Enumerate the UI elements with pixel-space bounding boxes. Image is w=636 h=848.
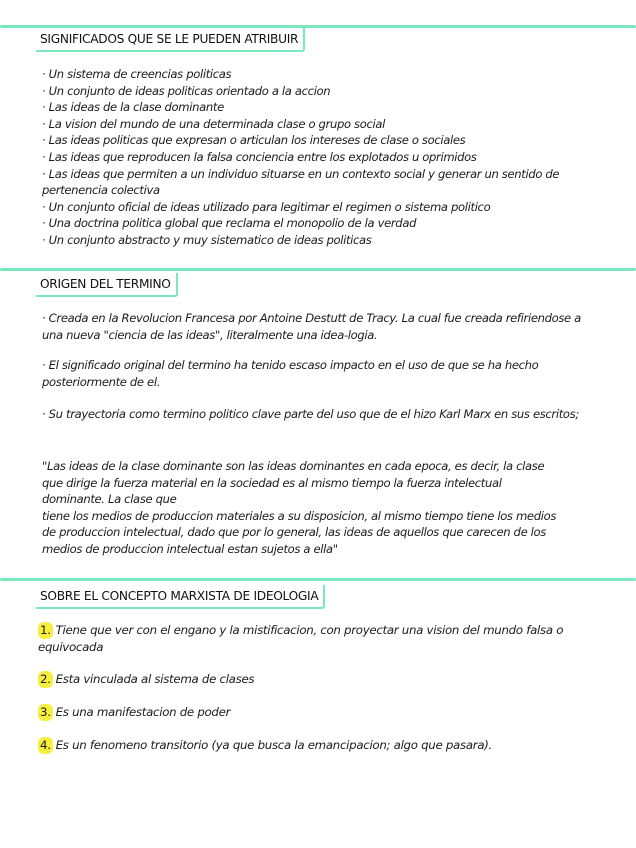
- list-item: · Las ideas que reproducen la falsa conciencia entre los explotados u oprimidos: [42, 149, 477, 164]
- list-item: · Un conjunto de ideas politicas orientado a la accion: [42, 83, 331, 98]
- significados-list: [42, 66, 602, 249]
- origen-paragraph-1: · Creada en la Revolucion Francesa por Antoine Destutt de Tracy. La cual fue creada refiriendose a una nueva "ciencia de las ideas", literalmente una idea-logia.: [42, 311, 581, 342]
- list-item: · La vision del mundo de una determinada clase o grupo social: [42, 116, 385, 131]
- section-divider-bottom: [0, 578, 636, 581]
- list-item: · Las ideas de la clase dominante: [42, 100, 224, 115]
- numbered-item-3: [38, 704, 598, 721]
- list-item: · Un conjunto oficial de ideas utilizado para legitimar el regimen o sistema politico: [42, 199, 491, 214]
- list-item: · Una doctrina politica global que reclama el monopolio de la verdad: [42, 216, 417, 231]
- quote-part-2: tiene los medios de produccion materiales a su disposicion, al mismo tiempo tiene los medios de produccion intelectual, dado que por lo general, las ideas de aquellos que carecen de los medios de produccion intelectual estan sujetos a ella": [42, 508, 557, 556]
- section-title-origen: ORIGEN DEL TERMINO: [36, 273, 178, 297]
- numbered-item-2: [38, 671, 598, 688]
- number-badge: 1.: [40, 623, 51, 637]
- numbered-item-text: Es un fenomeno transitorio (ya que busca la emancipacion; algo que pasara).: [55, 738, 492, 752]
- quote-part-1: "Las ideas de la clase dominante son las ideas dominantes en cada epoca, es decir, la clase que dirige la fuerza material en la sociedad es al mismo tiempo la fuerza intelectual dominante. La clase que: [42, 459, 545, 507]
- section-title-significados: SIGNIFICADOS QUE SE LE PUEDEN ATRIBUIR: [36, 28, 305, 52]
- numbered-item-4: [38, 737, 598, 754]
- list-item: · Un conjunto abstracto y muy sistematico de ideas politicas: [42, 232, 372, 247]
- list-item: · Las ideas politicas que expresan o articulan los intereses de clase o sociales: [42, 133, 466, 148]
- section-title-concepto-marxista: SOBRE EL CONCEPTO MARXISTA DE IDEOLOGIA: [36, 585, 325, 609]
- numbered-item-text: Tiene que ver con el engano y la mistificacion, con proyectar una vision del mundo falsa o equivocada: [38, 623, 564, 654]
- number-badge: 4.: [40, 738, 51, 752]
- origen-paragraph-2: · El significado original del termino ha tenido escaso impacto en el uso de que se ha hecho posteriormente de el.: [42, 358, 539, 389]
- marx-quote: [42, 458, 562, 558]
- number-badge: 3.: [40, 705, 51, 719]
- numbered-item-text: Es una manifestacion de poder: [55, 705, 231, 719]
- list-item: · Las ideas que permiten a un individuo situarse en un contexto social y generar un sentido de pertenencia colectiva: [42, 166, 560, 198]
- number-badge: 2.: [40, 672, 51, 686]
- list-item: · Un sistema de creencias politicas: [42, 67, 232, 81]
- origen-paragraph-3: · Su trayectoria como termino politico clave parte del uso que de el hizo Karl Marx en sus escritos;: [42, 407, 579, 421]
- section-divider-middle: [0, 268, 636, 271]
- numbered-item-text: Esta vinculada al sistema de clases: [55, 672, 255, 686]
- numbered-item-1: [38, 622, 598, 656]
